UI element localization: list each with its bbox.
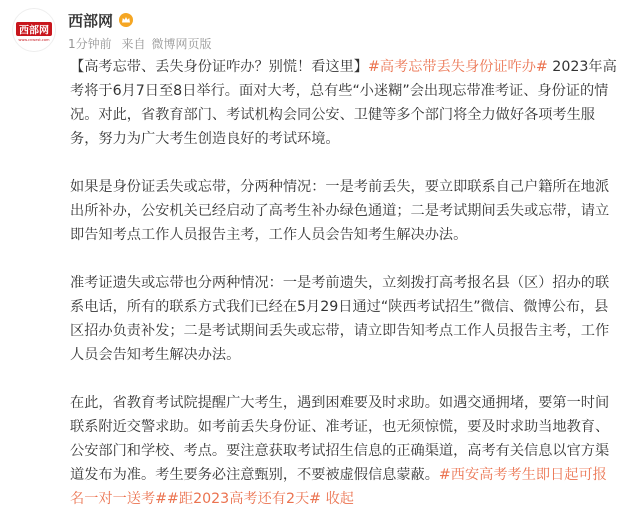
post-content bbox=[70, 55, 618, 511]
post-header bbox=[12, 8, 616, 54]
author-row bbox=[68, 10, 133, 30]
hashtag-link[interactable]: #西安高考考生即日起可报名一对一送考# bbox=[70, 467, 607, 507]
post-text: 2023年高考将于6月7日至8日举行。面对大考，总有些“小迷糊”会出现忘带准考证、身份证的情况。对此，省教育部门、考试机构会同公安、卫健等多个部门将全力做好各项考生服务，努力为广大考生创造良好的考试环境。 bbox=[70, 59, 617, 147]
author-name[interactable]: 西部网 bbox=[68, 11, 114, 30]
post-text: 在此，省教育考试院提醒广大考生，遇到困难要及时求助。如遇交通拥堵，要第一时间联系附近交警求助。如考前丢失身份证、准考证，也无须惊慌，要及时求助当地教育、公安部门和学校、考点。要注意获取考试招生信息的正确渠道，高考有关信息以官方渠道发布为准。考生要务必注意甄别，不要被虚假信息蒙蔽。 bbox=[70, 395, 610, 483]
post-time[interactable]: 1分钟前 bbox=[68, 37, 112, 51]
post-paragraph bbox=[70, 271, 618, 367]
post-source[interactable]: 微博网页版 bbox=[151, 37, 212, 51]
post-text: 【高考忘带、丢失身份证咋办？别慌！看这里】 bbox=[70, 59, 368, 75]
avatar-logo-subtext: www.cnwest.com bbox=[18, 38, 50, 42]
avatar-logo-text: 西部网 bbox=[19, 25, 49, 37]
avatar-logo bbox=[13, 9, 55, 51]
collapse-link[interactable]: 收起 bbox=[321, 491, 354, 507]
post-text: 准考证遗失或忘带也分两种情况：一是考前遗失，立刻拨打高考报名县（区）招办的联系电话，所有的联系方式我们已经在5月29日通过“陕西考试招生”微信、微博公布，县区招办负责补发；二是考试期间丢失或忘带，请立即告知考点工作人员报告主考，工作人员会告知考生解决办法。 bbox=[70, 275, 610, 363]
post-paragraph bbox=[70, 391, 618, 511]
hashtag-link[interactable]: #高考忘带丢失身份证咋办# bbox=[367, 59, 548, 75]
source-prefix: 来自 bbox=[121, 37, 146, 51]
avatar[interactable] bbox=[12, 8, 56, 52]
post-text: 如果是身份证丢失或忘带，分两种情况：一是考前丢失，要立即联系自己户籍所在地派出所补办，公安机关已经启动了高考生补办绿色通道；二是考试期间丢失或忘带，请立即告知考点工作人员报告主考，工作人员会告知考生解决办法。 bbox=[70, 179, 610, 243]
verified-crown-icon[interactable] bbox=[119, 13, 133, 27]
hashtag-link[interactable]: #距2023高考还有2天# bbox=[167, 491, 322, 507]
post-paragraph bbox=[70, 175, 618, 247]
post-meta bbox=[68, 35, 218, 52]
post-paragraph bbox=[70, 55, 618, 151]
